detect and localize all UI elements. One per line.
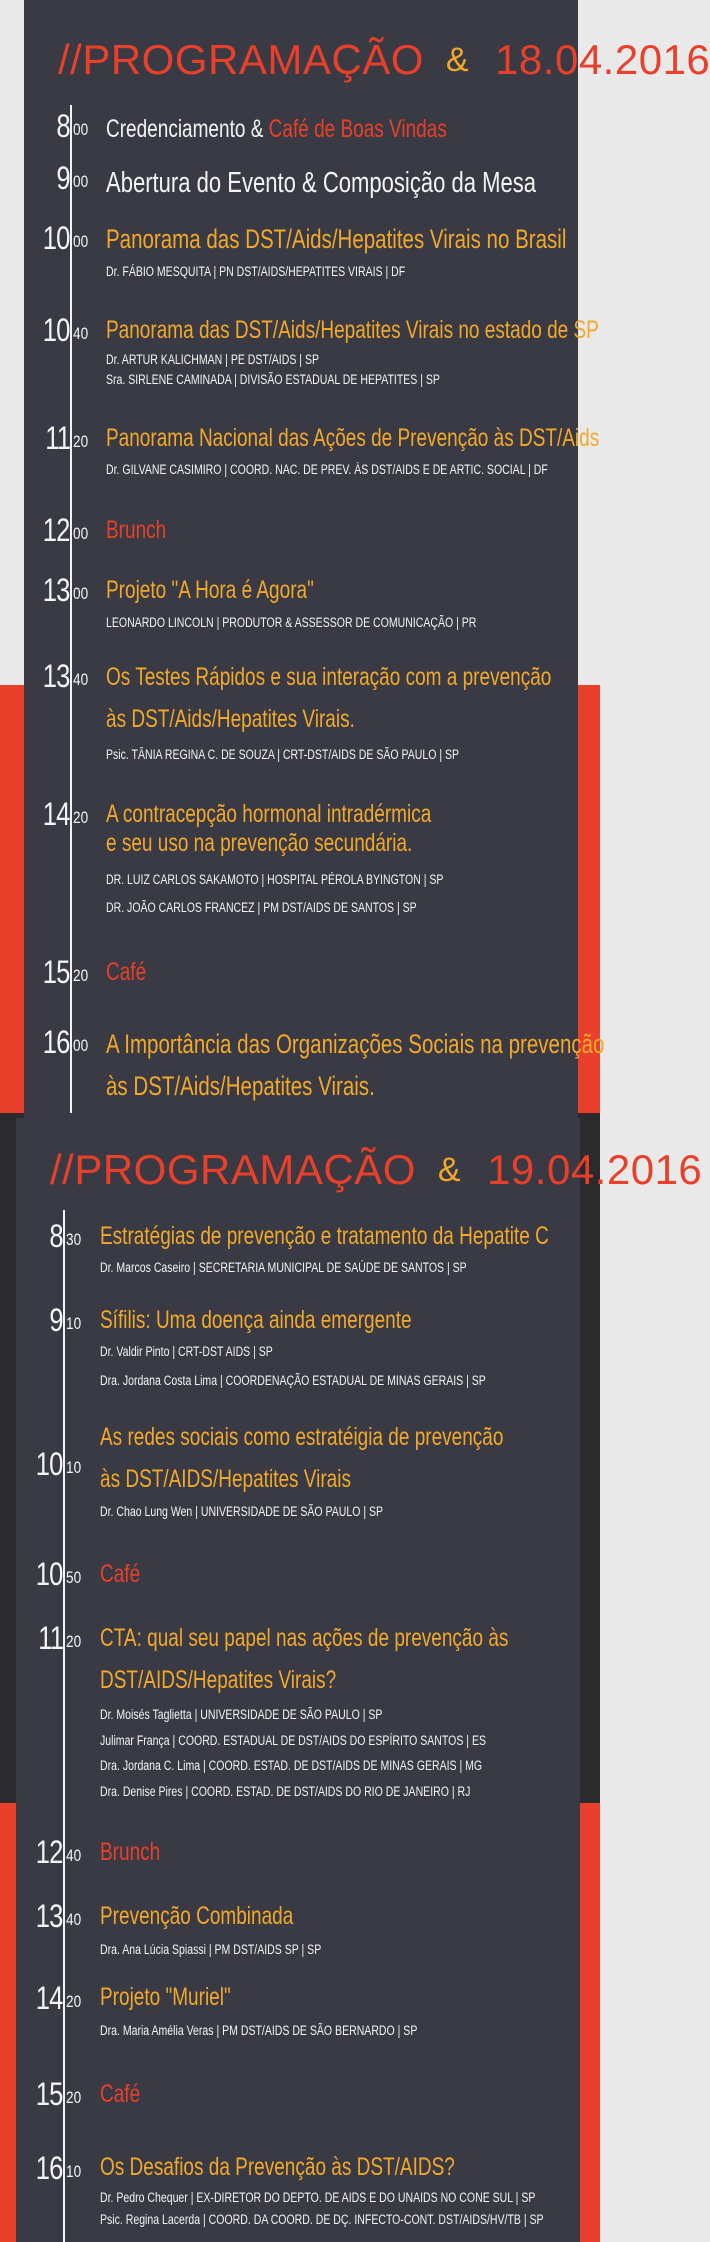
item-title: Projeto "A Hora é Agora" <box>106 576 314 604</box>
speaker-line: Dra. Denise Pires | COORD. ESTAD. DE DST/AIDS DO RIO DE JANEIRO | RJ <box>100 1784 471 1799</box>
time-hour: 9 <box>49 1302 63 1338</box>
time-hour: 14 <box>36 1980 63 2016</box>
day2-header-date: 19.04.2016 <box>487 1146 703 1193</box>
day1-header-date: 18.04.2016 <box>495 36 710 83</box>
ampersand-icon: & <box>437 1151 462 1189</box>
item-title-line2: DST/AIDS/Hepatites Virais? <box>100 1666 337 1694</box>
speaker-line: DR. LUIZ CARLOS SAKAMOTO | HOSPITAL PÉROLA BYINGTON | SP <box>106 872 444 887</box>
item-title: As redes sociais como estratéigia de prevenção <box>100 1423 504 1451</box>
speaker-line: Dra. Maria Amélia Veras | PM DST/AIDS DE SÃO BERNARDO | SP <box>100 2023 418 2038</box>
item-title: Sífilis: Uma doença ainda emergente <box>100 1306 412 1334</box>
item-title: Café <box>106 958 147 986</box>
time-minute: 40 <box>73 324 89 343</box>
speaker-line: Dra. Ana Lúcia Spiassi | PM DST/AIDS SP | SP <box>100 1942 322 1957</box>
time-hour: 13 <box>43 658 70 694</box>
item-title-line2: às DST/AIDS/Hepatites Virais <box>100 1465 351 1493</box>
item-title-line2: às DST/Aids/Hepatites Virais. <box>106 705 355 733</box>
time-hour: 15 <box>36 2076 63 2112</box>
speaker-line: Dra. Jordana Costa Lima | COORDENAÇÃO ESTADUAL DE MINAS GERAIS | SP <box>100 1373 486 1388</box>
ampersand-icon: & <box>445 41 470 79</box>
time-minute: 40 <box>66 1846 82 1865</box>
time-minute: 30 <box>66 1230 82 1249</box>
speaker-line: LEONARDO LINCOLN | PRODUTOR & ASSESSOR DE COMUNICAÇÃO | PR <box>106 615 477 630</box>
item-title: Panorama das DST/Aids/Hepatites Virais no Brasil <box>106 224 567 254</box>
time-minute: 20 <box>66 2088 82 2107</box>
speaker-line: Dr. Pedro Chequer | EX-DIRETOR DO DEPTO. DE AIDS E DO UNAIDS NO CONE SUL | SP <box>100 2190 536 2205</box>
item-title: A contracepção hormonal intradérmica <box>106 800 432 828</box>
time-minute: 00 <box>73 524 89 543</box>
speaker-line: Sra. SIRLENE CAMINADA | DIVISÃO ESTADUAL DE HEPATITES | SP <box>106 372 440 387</box>
time-hour: 16 <box>43 1024 70 1060</box>
time-hour: 12 <box>36 1834 63 1870</box>
item-title-line2: e seu uso na prevenção secundária. <box>106 829 413 857</box>
item-title: Café <box>100 1560 141 1588</box>
speaker-line: Dr. Valdir Pinto | CRT-DST AIDS | SP <box>100 1344 273 1359</box>
time-hour: 10 <box>43 312 70 348</box>
time-hour: 9 <box>56 160 70 196</box>
item-title: CTA: qual seu papel nas ações de prevenção às <box>100 1624 509 1652</box>
time-hour: 12 <box>43 512 70 548</box>
time-minute: 20 <box>73 432 89 451</box>
time-hour: 8 <box>56 108 70 144</box>
time-hour: 10 <box>36 1446 63 1482</box>
speaker-line: Dr. Moisés Taglietta | UNIVERSIDADE DE SÃO PAULO | SP <box>100 1707 383 1722</box>
time-minute: 00 <box>73 584 89 603</box>
time-hour: 13 <box>43 572 70 608</box>
time-minute: 40 <box>66 1910 82 1929</box>
item-title: Café <box>100 2080 141 2108</box>
time-minute: 20 <box>73 808 89 827</box>
time-minute: 20 <box>66 1632 82 1651</box>
speaker-line: Psic. Regina Lacerda | COORD. DA COORD. DE DÇ. INFECTO-CONT. DST/AIDS/HV/TB | SP <box>100 2212 544 2227</box>
time-minute: 10 <box>66 1458 82 1477</box>
day2-header-label: //PROGRAMAÇÃO <box>50 1146 416 1193</box>
time-minute: 20 <box>66 1992 82 2011</box>
time-hour: 8 <box>49 1218 63 1254</box>
item-title: Os Desafios da Prevenção às DST/AIDS? <box>100 2153 455 2181</box>
time-hour: 11 <box>45 420 70 456</box>
speaker-line: Dr. FÁBIO MESQUITA | PN DST/AIDS/HEPATITES VIRAIS | DF <box>106 264 406 279</box>
item-title: Brunch <box>106 516 167 544</box>
speaker-line: Psic. TÂNIA REGINA C. DE SOUZA | CRT-DST/AIDS DE SÃO PAULO | SP <box>106 747 460 762</box>
time-minute: 50 <box>66 1568 82 1587</box>
time-minute: 00 <box>73 1036 89 1055</box>
time-hour: 10 <box>43 220 70 256</box>
item-title: Projeto "Muriel" <box>100 1983 231 2011</box>
time-hour: 11 <box>38 1620 63 1656</box>
item-title: Estratégias de prevenção e tratamento da Hepatite C <box>100 1222 549 1250</box>
speaker-line: DR. JOÃO CARLOS FRANCEZ | PM DST/AIDS DE SANTOS | SP <box>106 900 417 915</box>
speaker-line: Dr. Marcos Caseiro | SECRETARIA MUNICIPAL DE SAÚDE DE SANTOS | SP <box>100 1260 467 1275</box>
time-minute: 10 <box>66 1314 82 1333</box>
time-minute: 40 <box>73 670 89 689</box>
time-hour: 14 <box>43 796 70 832</box>
item-title: A Importância das Organizações Sociais na prevenção <box>106 1029 605 1059</box>
item-title: Panorama Nacional das Ações de Prevenção às DST/Aids <box>106 424 600 452</box>
time-minute: 00 <box>73 120 89 139</box>
item-title: Prevenção Combinada <box>100 1902 294 1930</box>
speaker-line: Dr. GILVANE CASIMIRO | COORD. NAC. DE PREV. ÀS DST/AIDS E DE ARTIC. SOCIAL | DF <box>106 462 548 477</box>
item-title: Abertura do Evento & Composição da Mesa <box>106 167 537 199</box>
speaker-line: Dra. Jordana C. Lima | COORD. ESTAD. DE DST/AIDS DE MINAS GERAIS | MG <box>100 1758 483 1773</box>
day2-timeline <box>63 1210 65 2242</box>
time-minute: 20 <box>73 966 89 985</box>
time-hour: 10 <box>36 1556 63 1592</box>
item-title-highlight: Café de Boas Vindas <box>268 115 447 143</box>
time-hour: 15 <box>43 954 70 990</box>
speaker-line: Dr. Chao Lung Wen | UNIVERSIDADE DE SÃO PAULO | SP <box>100 1504 384 1519</box>
item-title-line2: às DST/Aids/Hepatites Virais. <box>106 1071 375 1101</box>
speaker-line: Dr. ARTUR KALICHMAN | PE DST/AIDS | SP <box>106 352 320 367</box>
item-title: Panorama das DST/Aids/Hepatites Virais no estado de SP <box>106 316 599 344</box>
day1-header-label: //PROGRAMAÇÃO <box>58 36 424 83</box>
day1-timeline <box>70 105 72 1113</box>
item-title: Os Testes Rápidos e sua interação com a prevenção <box>106 663 552 691</box>
item-title: Credenciamento & Café de Boas Vindas <box>106 115 447 143</box>
time-minute: 00 <box>73 172 89 191</box>
day2-header <box>50 1146 702 1194</box>
speaker-line: Julimar França | COORD. ESTADUAL DE DST/AIDS DO ESPÍRITO SANTOS | ES <box>100 1733 487 1748</box>
day1-header <box>58 36 710 84</box>
time-minute: 10 <box>66 2162 82 2181</box>
time-hour: 13 <box>36 1898 63 1934</box>
time-hour: 16 <box>36 2150 63 2186</box>
time-minute: 00 <box>73 232 89 251</box>
item-title: Brunch <box>100 1838 161 1866</box>
